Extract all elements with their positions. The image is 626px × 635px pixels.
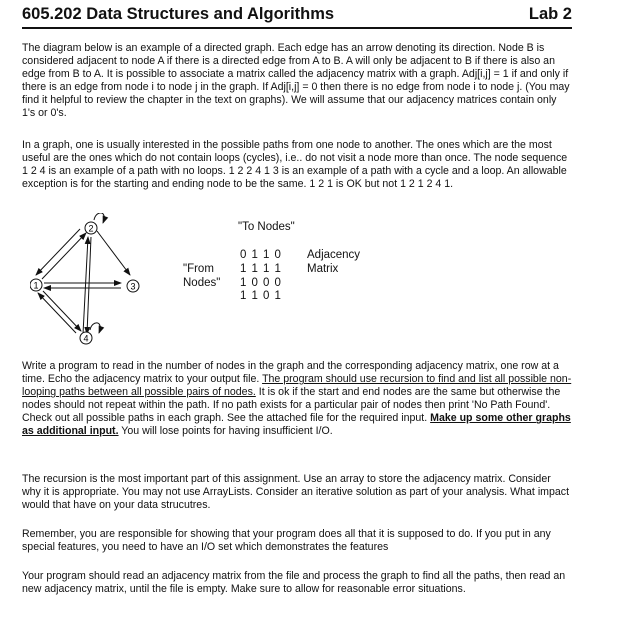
matrix-cell: 0 xyxy=(251,276,258,289)
matrix-cell: 0 xyxy=(274,249,281,261)
matrix-row xyxy=(240,263,286,277)
assignment-text-c: It is ok if the start and end nodes are the same but otherwise the nodes should not repeat within the path. If no path exists for a particular pair of nodes then print 'No Path Found'. Check out all possible paths in each graph. See the attached file for the required input. xyxy=(22,386,561,425)
matrix-cell: 0 xyxy=(263,290,270,303)
paths-paragraph: In a graph, one is usually interested in the possible paths from one node to another. The ones which are the most useful are the ones which do not contain loops (cycles), i.e.. do not visit a node more than once. The node sequence 1 2 4 is an example of a path with no loops. 1 2 2 4 1 3 is an example of a path with a cycle and a loop. An allowable exception is for the starting and ending node to be the same. 1 2 1 is OK but not 1 2 1 2 4 1. xyxy=(22,139,568,191)
node-1-label: 1 xyxy=(33,280,39,291)
edge-2-to-1 xyxy=(36,229,80,275)
directed-graph-diagram xyxy=(30,213,165,353)
node-3-label: 3 xyxy=(130,281,136,292)
edge-4-to-1 xyxy=(38,293,76,333)
adjacency-label-line-1: Adjacency xyxy=(307,249,361,261)
adjacency-matrix-label xyxy=(307,249,360,277)
matrix-cell: 0 xyxy=(274,276,281,289)
node-3 xyxy=(127,280,139,292)
matrix-cell: 1 xyxy=(274,290,281,303)
loop-node-4 xyxy=(90,323,100,333)
assignment-additional-input: Make up some other graphs as additional input. xyxy=(22,412,571,438)
processing-paragraph: Your program should read an adjacency matrix from the file and process the graph to find all the paths, then read an new adjacency matrix, until the file is empty. Make sure to allow for reasonable error situations. xyxy=(22,570,566,596)
matrix-cell: 0 xyxy=(240,249,247,261)
adjacency-label-line-2: Matrix xyxy=(307,262,339,275)
matrix-cell: 0 xyxy=(263,276,270,289)
responsibility-paragraph: Remember, you are responsible for showing that your program does all that it is supposed to do. If you put in any special features, you need to have an I/O set which demonstrates the features xyxy=(22,528,551,554)
loop-node-2 xyxy=(94,213,104,223)
matrix-cell: 1 xyxy=(240,276,247,289)
graph-edges xyxy=(36,213,130,334)
node-2 xyxy=(85,222,97,234)
assignment-recursion-requirement: The program should use recursion to find and list all possible non-looping paths between all possible pairs of nodes. xyxy=(22,373,572,399)
assignment-paragraph xyxy=(22,360,572,439)
node-2-label: 2 xyxy=(88,223,94,234)
matrix-row xyxy=(240,277,286,291)
matrix-cell: 1 xyxy=(240,262,247,275)
matrix-cell: 1 xyxy=(251,262,258,275)
document-header xyxy=(22,5,572,29)
adjacency-matrix xyxy=(240,249,286,304)
lab-label: Lab 2 xyxy=(528,5,572,23)
matrix-cell: 1 xyxy=(263,249,270,261)
matrix-cell: 1 xyxy=(251,249,258,261)
from-nodes-line-1: "From xyxy=(183,263,214,275)
matrix-cell: 1 xyxy=(274,262,281,275)
from-nodes-line-2: Nodes" xyxy=(183,277,221,289)
from-nodes-label xyxy=(183,262,220,290)
assignment-text-e: You will lose points for having insufficient I/O. xyxy=(118,425,333,438)
matrix-cell: 1 xyxy=(263,262,270,275)
intro-paragraph: The diagram below is an example of a directed graph. Each edge has an arrow denoting its direction. Node B is considered adjacent to node A if there is a directed edge from A to B. A will only be adjacent to B if there is also an edge from B to A. It is possible to associate a matrix called the adjacency matrix with a graph. Adj[i,j] = 1 if and only if there is an edge from node i to node j in the graph. If Adj[i,j] = 0 then there is no edge from node i to node j. (You may find it helpful to review the chapter in the text on graphs). We will assume that our adjacency matrices contain only 1's or 0's. xyxy=(22,42,570,120)
matrix-cell: 1 xyxy=(251,290,258,303)
edge-1-to-4 xyxy=(43,291,81,331)
matrix-cell: 1 xyxy=(240,290,247,303)
edge-1-to-2 xyxy=(42,233,86,279)
assignment-text-a: Write a program to read in the number of nodes in the graph and the corresponding adjacency matrix, one row at a time. Echo the adjacency matrix to your output file. xyxy=(22,360,559,386)
node-4-label: 4 xyxy=(83,333,89,344)
matrix-row xyxy=(240,249,286,263)
to-nodes-label: "To Nodes" xyxy=(238,221,295,233)
edge-2-to-3 xyxy=(97,231,130,275)
node-1 xyxy=(30,279,42,291)
course-title: 605.202 Data Structures and Algorithms xyxy=(22,5,335,23)
node-4 xyxy=(80,332,92,344)
matrix-row xyxy=(240,290,286,304)
recursion-paragraph: The recursion is the most important part of this assignment. Use an array to store the adjacency matrix. Consider why it is appropriate. You may not use ArrayLists. Consider an iterative solution as part of your analysis. What impact would that have on your data strucutres. xyxy=(22,473,570,512)
